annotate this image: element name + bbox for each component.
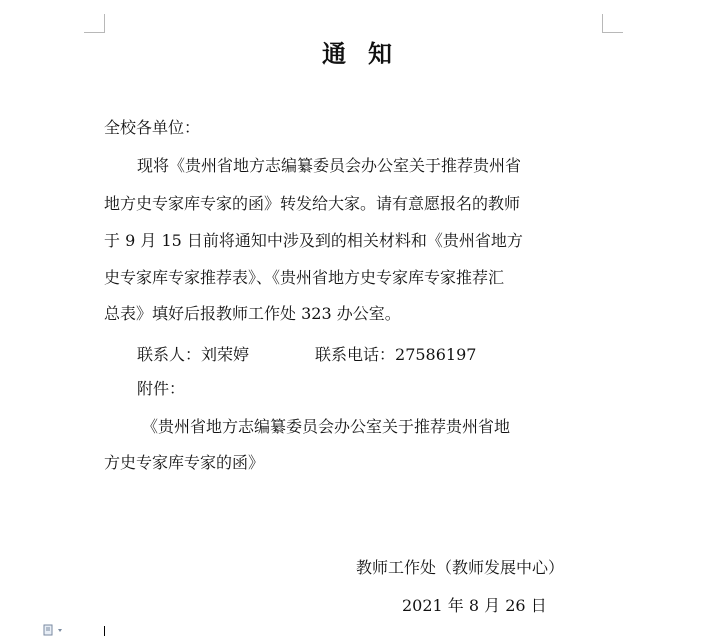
text-cursor	[104, 626, 105, 636]
salutation: 全校各单位：	[104, 118, 201, 137]
body-line-1-text: 现将《贵州省地方志编纂委员会办公室关于推荐贵州省	[137, 156, 522, 175]
crop-mark-top-right	[602, 14, 623, 33]
contact-person	[137, 345, 249, 365]
signature-department: 教师工作处（教师发展中心）	[356, 558, 565, 577]
signature-date: 2021 年 8 月 26 日	[402, 596, 547, 615]
document-title: 通知	[322, 40, 414, 68]
contact-phone-number: 27586197	[395, 345, 477, 364]
contact-person-label: 联系人：	[137, 345, 202, 364]
attachment-label: 附件：	[137, 379, 186, 398]
body-line-5: 总表》填好后报教师工作处 323 办公室。	[104, 304, 401, 323]
body-line-1	[137, 156, 604, 176]
body-line-3: 于 9 月 15 日前将通知中涉及到的相关材料和《贵州省地方	[104, 231, 523, 250]
crop-mark-top-left	[84, 14, 105, 33]
contact-phone	[315, 345, 476, 365]
body-line-4: 史专家库专家推荐表》、《贵州省地方史专家库专家推荐汇	[104, 268, 505, 287]
attachment-line-2: 方史专家库专家的函》	[104, 453, 265, 472]
paste-options-icon	[40, 624, 68, 636]
contact-phone-label: 联系电话：	[315, 345, 396, 364]
document-paste-icon[interactable]	[40, 624, 68, 636]
body-line-2: 地方史专家库专家的函》转发给大家。请有意愿报名的教师	[104, 194, 521, 213]
attachment-line-1: 《贵州省地方志编纂委员会办公室关于推荐贵州省地	[142, 417, 511, 436]
contact-person-name: 刘荣婷	[201, 345, 250, 364]
